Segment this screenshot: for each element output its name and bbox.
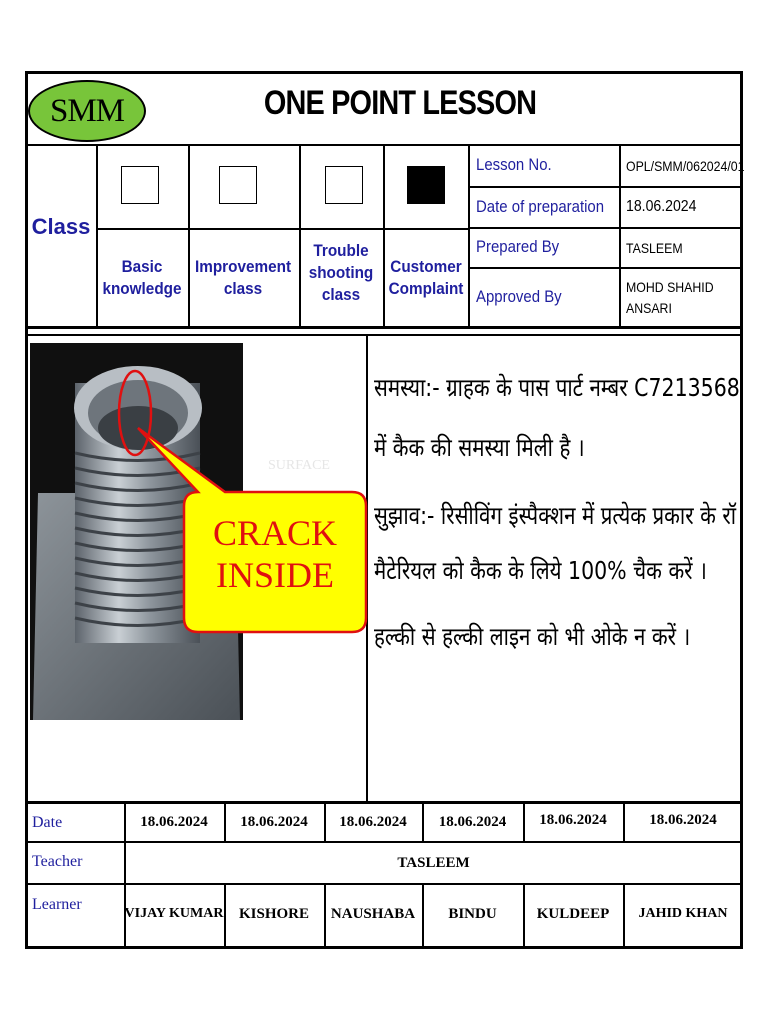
category-troubleshooting-class (303, 240, 379, 306)
table-top-line (25, 801, 743, 804)
category-label-line: shooting (308, 263, 374, 282)
date-row-label: Date (32, 814, 63, 831)
teacher-name: TASLEEM (397, 855, 470, 871)
learner-name: JAHID KHAN (638, 906, 728, 921)
category-label-line: Complaint (388, 279, 464, 298)
date-cell: 18.06.2024 (240, 814, 308, 830)
learner-name: KULDEEP (536, 906, 610, 922)
date-cell: 18.06.2024 (339, 814, 407, 830)
callout-line: CRACK (212, 513, 338, 553)
cat-col-line-1 (188, 144, 190, 328)
date-cell: 18.06.2024 (539, 812, 607, 828)
approved-by-value-line2: ANSARI (626, 300, 672, 316)
teacher-row-label: Teacher (32, 853, 83, 870)
info-divider-1 (469, 186, 743, 188)
approved-by-label: Approved By (476, 287, 562, 306)
crack-callout (184, 512, 366, 596)
cat-col-line-2 (299, 144, 301, 328)
date-of-preparation-value: 18.06.2024 (626, 198, 697, 215)
table-row-line-2 (25, 883, 743, 885)
info-divider-3 (469, 267, 743, 269)
category-label-line: class (321, 285, 361, 304)
category-label-line: Trouble (313, 241, 369, 260)
learner-name: NAUSHABA (330, 906, 416, 922)
content-line-4: मैटेरियल को कैक के लिये 100% चैक करें । (374, 556, 707, 585)
content-line-2: में कैक की समस्या मिली है । (374, 433, 585, 462)
troubleshooting-class-checkbox[interactable] (325, 166, 363, 204)
customer-complaint-checkbox[interactable] (407, 166, 445, 204)
page-title: ONE POINT LESSON (263, 84, 537, 122)
category-label-line: class (223, 279, 263, 298)
learner-name: VIJAY KUMAR (124, 906, 224, 921)
class-label: Class (31, 214, 91, 239)
content-line-1: समस्या:- ग्राहक के पास पार्ट नम्बर C7213568 (374, 373, 740, 402)
checkbox-row-divider (96, 228, 469, 230)
content-top-divider (25, 334, 743, 336)
callout-line: INSIDE (216, 555, 334, 595)
improvement-class-checkbox[interactable] (219, 166, 257, 204)
learner-name: BINDU (448, 906, 497, 922)
class-col-line (96, 144, 98, 328)
category-label-line: Customer (390, 257, 462, 276)
learner-row-label: Learner (32, 896, 82, 913)
prepared-by-label: Prepared By (476, 237, 560, 256)
category-basic-knowledge (101, 256, 184, 300)
date-cell: 18.06.2024 (649, 812, 717, 828)
date-cell: 18.06.2024 (438, 814, 507, 830)
faint-surface-label: SURFACE (268, 458, 330, 473)
info-value-line (619, 144, 621, 328)
lesson-no-label: Lesson No. (476, 155, 552, 174)
category-customer-complaint (387, 256, 464, 300)
content-line-3: सुझाव:- रिसीविंग इंस्पैक्शन में प्रत्येक प्रकार के रॉ (374, 501, 737, 530)
prepared-by-value: TASLEEM (626, 240, 683, 256)
approved-by-value-line1: MOHD SHAHID (626, 279, 714, 295)
logo-text: SMM (49, 92, 125, 129)
category-label-line: Improvement (194, 257, 292, 276)
table-row-line-1 (25, 841, 743, 843)
basic-knowledge-checkbox[interactable] (121, 166, 159, 204)
info-col-line (468, 144, 470, 328)
info-divider-2 (469, 227, 743, 229)
cat-col-line-3 (383, 144, 385, 328)
category-label-line: Basic (121, 257, 163, 276)
date-of-preparation-label: Date of preparation (476, 197, 605, 216)
content-line-5: हल्की से हल्की लाइन को भी ओके न करें । (374, 622, 691, 651)
category-improvement-class (189, 256, 297, 300)
category-label-line: knowledge (102, 279, 182, 298)
date-cell: 18.06.2024 (140, 814, 208, 830)
smm-logo (28, 80, 146, 142)
learner-name: KISHORE (238, 906, 310, 922)
lesson-no-value: OPL/SMM/062024/01 (626, 158, 745, 174)
